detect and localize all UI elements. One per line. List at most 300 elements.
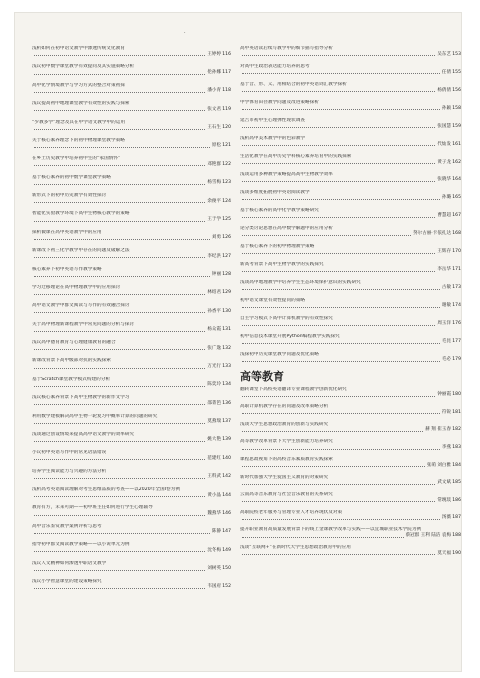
toc-entry-title: 高职院校老年服务与管理专业人才培养现状及对策 <box>240 509 343 515</box>
toc-entry-title: 浅议高中德育教育与心理健康教育的融合 <box>32 340 116 345</box>
toc-entry-leader-row <box>32 456 231 462</box>
dot-leader <box>34 290 205 295</box>
toc-entry <box>32 248 231 259</box>
toc-entry-author: 孙璐 <box>441 195 451 201</box>
toc-entry-leader-row <box>240 339 461 345</box>
dot-leader <box>34 272 210 277</box>
toc-entry-page-number: 126 <box>222 235 231 241</box>
toc-entry-leader-row <box>32 529 231 535</box>
toc-entry <box>32 579 231 590</box>
toc-entry-title: 浅探初中历史课堂教学问题及优化策略 <box>240 351 319 357</box>
toc-entry-leader-row <box>240 480 461 486</box>
toc-entry <box>32 340 231 351</box>
toc-entry-author: 符锐 <box>441 409 451 415</box>
toc-entry-page-number: 120 <box>222 125 231 131</box>
toc-entry-title: 高等教学改革背景下大学生创新能力培养研究 <box>240 439 333 445</box>
dot-leader <box>34 364 205 369</box>
toc-entry-author: 常琬琰 <box>437 497 451 503</box>
toc-entry <box>240 457 461 468</box>
toc-entry-leader-row <box>240 285 461 291</box>
toc-entry-author: 黄子龙 <box>437 159 451 165</box>
toc-entry-title: 培养学生阅读能力与兴趣的方法分析 <box>32 468 107 474</box>
toc-entry-title: 浅析高考英语阅读理解对考生思维品质的考查——以2020年全国Ⅰ卷为例 <box>32 487 180 492</box>
toc-entry-leader-row <box>240 515 461 521</box>
toc-entry-page-number: 146 <box>222 510 231 516</box>
toc-entry-author: 杨众霞 <box>207 327 221 333</box>
toc-entry-author: 毛必 <box>441 357 451 363</box>
toc-entry-author: 王婷婷 <box>207 51 221 57</box>
toc-entry-title: 学习迁移理论在高中物理教学中的应用探讨 <box>32 284 121 290</box>
toc-entry-page-number: 116 <box>222 51 231 57</box>
toc-entry-title: 浅谈高中地理教学中培养学生生态环境保护意识的实践研究 <box>240 279 361 285</box>
toc-entry <box>32 322 231 333</box>
toc-entry-title: 关于高中物理新课程教学中常见问题的分析与探讨 <box>32 321 135 327</box>
toc-entry-page-number: 162 <box>452 159 461 165</box>
toc-entry-leader-row <box>32 584 231 590</box>
toc-entry <box>240 475 461 486</box>
toc-entry-author: 陈静 <box>211 529 221 535</box>
toc-entry-page-number: 117 <box>222 69 231 75</box>
toc-entry-author: 努尔古丽·卡依扎达 <box>413 231 451 237</box>
toc-entry-title: 基于核心素养的高中化学教学策略研究 <box>240 207 319 213</box>
toc-entry <box>240 439 461 450</box>
toc-entry-author: 谢敏 <box>441 303 451 309</box>
toc-entry <box>32 414 231 425</box>
toc-entry-author: 代灿发 <box>437 141 451 147</box>
toc-entry <box>32 469 231 480</box>
toc-entry-leader-row <box>240 52 461 58</box>
toc-entry <box>32 101 231 112</box>
toc-entry <box>240 492 461 503</box>
toc-entry <box>240 172 461 183</box>
toc-entry-page-number: 147 <box>222 529 231 535</box>
toc-entry-page-number: 124 <box>222 198 231 204</box>
toc-entry-title: 初中信息技术课堂开展Python编程教学实践探究 <box>240 333 340 339</box>
dot-leader <box>34 584 205 589</box>
toc-entry-page-number: 150 <box>222 566 231 572</box>
toc-entry-page-number: 185 <box>452 480 461 486</box>
dot-leader <box>34 162 205 167</box>
dot-leader <box>242 498 435 503</box>
toc-entry-author: 邵菁笆 <box>207 400 221 406</box>
toc-entry-author: 毛昆 <box>441 339 451 345</box>
toc-entry-page-number: 182 <box>452 427 461 433</box>
toc-entry-title: 指导初中群文阅读教学策略——以小说单元为例 <box>32 542 130 548</box>
toc-entry <box>32 377 231 388</box>
toc-entry <box>240 298 461 309</box>
toc-entry <box>240 190 461 201</box>
toc-entry-author: 林绍君 <box>207 290 221 296</box>
toc-entry-leader-row <box>240 392 461 398</box>
toc-entry <box>240 226 461 237</box>
toc-entry-author: 余俊平 <box>207 198 221 204</box>
toc-entry-title: 延吉市初中生心理弹性现状调查 <box>240 117 306 123</box>
toc-entry-leader-row <box>32 364 231 370</box>
dot-leader <box>242 124 435 129</box>
toc-entry-leader-row <box>240 533 461 539</box>
toc-entry-leader-row <box>240 160 461 166</box>
toc-entry <box>32 395 231 406</box>
dot-leader <box>242 463 425 468</box>
toc-entry-title: 探析微课在高中英语教学中的应用 <box>32 229 102 235</box>
toc-entry-leader-row <box>32 70 231 76</box>
dot-leader <box>242 195 440 200</box>
dot-leader <box>242 160 435 165</box>
toc-entry-title: 基于核心素养的初中数学课堂教学策略 <box>32 174 111 180</box>
toc-entry-page-number: 131 <box>222 327 231 333</box>
section-heading-higher-education: 高等教育 <box>240 369 284 383</box>
toc-entry-author: 范建红 <box>207 455 221 461</box>
toc-entry <box>240 404 461 415</box>
toc-entry-page-number: 158 <box>452 105 461 111</box>
toc-entry-title: 高中语文教学中群文阅读与写作的有效融合探讨 <box>32 303 130 309</box>
toc-entry-author: 沈冬梅 <box>207 547 221 553</box>
toc-entry-author: 吴东艺 <box>437 51 451 57</box>
toc-entry <box>240 46 461 57</box>
toc-entry-title: 基于Scratch课堂教学模式构建的分析 <box>32 376 111 382</box>
toc-entry <box>240 208 461 219</box>
toc-entry <box>32 542 231 553</box>
toc-entry-title: 高中英语读后续写教学中的细节描写指导分析 <box>240 46 333 51</box>
toc-entry-leader-row <box>240 410 461 416</box>
toc-entry-page-number: 161 <box>452 141 461 147</box>
toc-entry-leader-row <box>32 52 231 58</box>
dot-leader <box>34 511 205 516</box>
toc-entry-page-number: 174 <box>452 303 461 309</box>
dot-leader <box>34 199 205 204</box>
dot-leader <box>34 125 205 130</box>
toc-entry-page-number: 152 <box>222 584 231 590</box>
toc-entry-leader-row <box>32 382 231 388</box>
toc-entry-title: 浅议核心素养背景下高中生物教学的新作文学习 <box>32 395 130 401</box>
toc-entry-leader-row <box>32 88 231 94</box>
toc-entry-author: 张国慧 <box>437 123 451 129</box>
toc-entry-title: 浅析如何在初中语文教学中渗透传统文化教育 <box>32 46 125 51</box>
toc-entry-page-number: 118 <box>222 88 231 94</box>
dot-leader <box>242 267 435 272</box>
toc-entry-page-number: 121 <box>222 143 231 149</box>
toc-entry-leader-row <box>32 217 231 223</box>
toc-entry <box>240 334 461 345</box>
dot-leader <box>34 327 205 332</box>
toc-entry-title: 浅议提高初中地理课堂教学有效性的实践与探索 <box>32 101 130 107</box>
toc-entry-title: 论分类讨论思想在高中数学解题中的应用分析 <box>240 225 333 231</box>
toc-entry-leader-row <box>32 419 231 425</box>
toc-entry <box>240 422 461 433</box>
toc-entry <box>32 120 231 131</box>
toc-entry <box>32 211 231 222</box>
toc-entry-title: 浅议人文精神如何渗透中职语文教学 <box>32 560 107 566</box>
toc-entry-leader-row <box>240 498 461 504</box>
toc-entry-title: 基于音、形、义、用相结合的初中英语词汇教学探析 <box>240 81 347 87</box>
toc-entry-title: 教育有方，未来可期——初中班主任如何进行学生心理辅导 <box>32 505 153 511</box>
dot-leader <box>34 52 205 57</box>
toc-entry <box>32 432 231 443</box>
toc-entry-title: 在乡土历史教学中培养初中生的“家国情怀” <box>32 156 121 162</box>
toc-entry-page-number: 180 <box>452 392 461 398</box>
toc-entry-title: 自主学习模式下高中计算机教学的有效性探究 <box>240 315 333 321</box>
toc-entry-leader-row <box>240 249 461 255</box>
toc-entry <box>32 46 231 57</box>
toc-entry-page-number: 171 <box>452 267 461 273</box>
toc-entry <box>240 527 461 538</box>
toc-entry-leader-row <box>32 290 231 296</box>
toc-entry-page-number: 137 <box>222 419 231 425</box>
toc-entry-title: 云南高等音乐教育与社会音乐教育的关系研究 <box>240 492 333 498</box>
toc-entry-page-number: 184 <box>452 462 461 468</box>
toc-entry-leader-row <box>240 177 461 183</box>
toc-entry-page-number: 156 <box>452 87 461 93</box>
toc-entry-author: 魏燕华 <box>207 510 221 516</box>
dot-leader <box>34 474 205 479</box>
dot-leader <box>34 456 205 461</box>
dot-leader <box>34 529 210 534</box>
dot-leader <box>242 321 435 326</box>
dot-leader <box>242 213 435 218</box>
toc-entry-page-number: 140 <box>222 455 231 461</box>
toc-entry-leader-row <box>240 445 461 451</box>
toc-entry-title: 新高考背景下高中生物学教学的实践探究 <box>240 261 324 267</box>
toc-entry-title: 提升职业教育高质量发展背景下的线上金课教学改革与实践——以宜城职业技术学院为例 <box>240 527 422 533</box>
toc-entry-leader-row <box>240 321 461 327</box>
toc-entry-author: 汤薇 <box>441 515 451 521</box>
toc-entry-author: 邓艳群 <box>207 161 221 167</box>
toc-entry-leader-row <box>240 267 461 273</box>
dot-leader <box>34 309 205 314</box>
toc-entry-page-number: 187 <box>452 515 461 521</box>
dot-leader <box>34 493 205 498</box>
toc-entry-title: 核心素养下初中英语写作教学策略 <box>32 266 102 272</box>
dot-leader <box>34 254 205 259</box>
toc-entry <box>240 136 461 147</box>
toc-entry-title: 浅谈运用多种教学策略提高高中生物教学效率 <box>240 171 333 177</box>
dot-leader <box>34 235 210 240</box>
toc-entry <box>32 267 231 278</box>
dot-leader <box>34 107 205 112</box>
dot-leader <box>34 143 210 148</box>
toc-entry-page-number: 188 <box>452 532 461 538</box>
toc-entry-author: 古敏 <box>441 285 451 291</box>
toc-entry-title: “少教多学”理念及其在中学语文教学中的运用 <box>32 119 126 125</box>
toc-entry <box>240 100 461 111</box>
toc-entry-leader-row <box>240 142 461 148</box>
dot-leader <box>34 401 205 406</box>
toc-entry-title: 生活化教学在高中历史学科核心素养培育中的实践探索 <box>240 153 352 159</box>
dot-leader <box>242 249 435 254</box>
toc-entry-leader-row <box>32 272 231 278</box>
toc-entry-title: 基于核心素养下的初中物理教学策略 <box>240 243 315 249</box>
toc-entry <box>32 83 231 94</box>
toc-entry-title: 高中化学情境教学与学习方式的整合对策初探 <box>32 82 125 88</box>
toc-entry-author: 李燕 <box>441 445 451 451</box>
toc-entry <box>32 193 231 204</box>
dot-leader <box>242 445 440 450</box>
toc-entry-title: 浅谈多维度拓展初中英语阅读教学 <box>240 189 310 195</box>
toc-entry-leader-row <box>32 401 231 407</box>
toc-entry-author: 杨雪梅 <box>207 180 221 186</box>
toc-entry-page-number: 144 <box>222 492 231 498</box>
toc-entry-author: 杨倩倩 <box>437 87 451 93</box>
dot-leader <box>242 515 440 520</box>
toc-entry-author: 万光行 <box>207 363 221 369</box>
toc-entry <box>32 450 231 461</box>
toc-entry-title: 浅谈“互联网+”在新时代大学生思想政治教育中的应用 <box>240 544 351 550</box>
toc-entry <box>240 82 461 93</box>
dot-leader <box>242 533 404 538</box>
toc-entry-page-number: 128 <box>222 272 231 278</box>
toc-entry-leader-row <box>240 357 461 363</box>
toc-entry-author: 伦孙娜 <box>207 69 221 75</box>
toc-entry-leader-row <box>32 107 231 113</box>
toc-entry-title: 课程思政视角下的高校音乐素质教育实践探索 <box>240 457 333 463</box>
toc-entry-author: 张晓华 <box>437 177 451 183</box>
toc-entry-author: 陈奕玲 <box>207 382 221 388</box>
dot-leader <box>242 427 423 432</box>
toc-entry-title: 高中音乐鉴赏教学案例评析与思考 <box>32 523 102 529</box>
toc-entry-page-number: 122 <box>222 161 231 167</box>
toc-entry <box>240 387 461 398</box>
toc-entry-leader-row <box>240 303 461 309</box>
toc-entry-page-number: 136 <box>222 400 231 406</box>
toc-entry-author: 张广逸 <box>207 345 221 351</box>
toc-entry-page-number: 127 <box>222 253 231 259</box>
dot-leader <box>242 303 440 308</box>
toc-entry-author: 王于学 <box>207 216 221 222</box>
dot-leader <box>242 88 435 93</box>
toc-entry-page-number: 142 <box>222 474 231 480</box>
toc-entry-leader-row <box>32 548 231 554</box>
toc-entry-page-number: 119 <box>222 106 231 112</box>
toc-entry-leader-row <box>240 231 461 237</box>
toc-entry <box>240 64 461 75</box>
toc-entry <box>32 561 231 572</box>
toc-entry-page-number: 155 <box>452 69 461 75</box>
toc-entry-page-number: 134 <box>222 382 231 388</box>
toc-entry-author: 李纪洪 <box>207 253 221 259</box>
toc-entry-title: 对高中生政治表达能力培养的思考 <box>240 63 310 69</box>
toc-entry-title: 浅谈大学生思想政治教育的创新与实践研究 <box>240 421 329 427</box>
toc-entry <box>32 524 231 535</box>
toc-entry <box>240 118 461 129</box>
dot-leader <box>242 410 440 415</box>
toc-entry <box>32 285 231 296</box>
toc-entry-author: 任倩 <box>441 69 451 75</box>
toc-entry <box>32 175 231 186</box>
toc-entry-leader-row <box>32 346 231 352</box>
toc-entry-page-number: 190 <box>452 550 461 556</box>
toc-entry-leader-row <box>32 254 231 260</box>
toc-entry-title: 浅析高中美术教学中的色彩教学 <box>240 135 306 141</box>
toc-entry-leader-row <box>32 199 231 205</box>
toc-entry-author: 曹慧超 <box>437 213 451 219</box>
toc-entry-title: 高职计算机教学存在的问题及改革策略分析 <box>240 404 329 410</box>
toc-entry-leader-row <box>32 162 231 168</box>
toc-entry-author: 黄小晶 <box>207 492 221 498</box>
toc-entry-author: 赫 翔 崔玉春 <box>425 427 451 433</box>
toc-entry-page-number: 129 <box>222 290 231 296</box>
toc-entry-page-number: 123 <box>222 180 231 186</box>
toc-entry <box>240 280 461 291</box>
toc-entry-page-number: 177 <box>452 339 461 345</box>
toc-entry <box>240 262 461 273</box>
toc-entry <box>32 230 231 241</box>
dot-leader <box>242 357 440 362</box>
dot-leader <box>242 285 440 290</box>
dot-leader <box>242 339 440 344</box>
toc-entry-title: 利用数学建模解决高中生物一轮复习中概率计算的问题的研究 <box>32 413 158 419</box>
dot-leader <box>242 177 435 182</box>
dot-leader <box>34 419 205 424</box>
toc-entry <box>240 545 461 556</box>
dot-leader <box>242 392 435 397</box>
toc-entry-leader-row <box>32 511 231 517</box>
toc-entry-title: 新课改下初三化学教学中存在的问题及破解之法 <box>32 248 130 254</box>
toc-entry-leader-row <box>32 309 231 315</box>
toc-entry-author: 孙香平 <box>207 308 221 314</box>
toc-entry-title: 浅谈通过创设情境来提高高中语文教学的效率研究 <box>32 431 135 437</box>
toc-entry-title: 初中语文课堂有效性提问的策略 <box>240 297 306 303</box>
toc-entry-author: 周玉洋 <box>437 321 451 327</box>
toc-entry-title: 浅议小学智慧课堂的建设策略探究 <box>32 578 102 584</box>
toc-entry <box>32 487 231 498</box>
toc-entry <box>32 64 231 75</box>
toc-entry-leader-row <box>32 437 231 443</box>
dot-leader <box>34 346 205 351</box>
toc-entry <box>32 505 231 516</box>
toc-entry <box>32 358 231 369</box>
toc-entry-page-number: 159 <box>452 123 461 129</box>
toc-entry-author: 原松 <box>211 143 221 149</box>
toc-entry-author: 莫天福 <box>437 550 451 556</box>
toc-entry-page-number: 149 <box>222 547 231 553</box>
toc-entry <box>32 156 231 167</box>
toc-entry-leader-row <box>32 180 231 186</box>
toc-entry-author: 武文斌 <box>437 480 451 486</box>
toc-higher-ed-list <box>240 387 461 556</box>
toc-entry-page-number: 170 <box>452 249 461 255</box>
toc-entry-leader-row <box>32 327 231 333</box>
dot-leader <box>34 217 205 222</box>
toc-entry-page-number: 181 <box>452 409 461 415</box>
toc-entry-title: 小议初中英语写作中的常见语法错误 <box>32 450 107 456</box>
toc-entry-page-number: 173 <box>452 285 461 291</box>
toc-entry-leader-row <box>32 125 231 131</box>
toc-entry-author: 蔡冠群 王利 陆洁 袁梅 <box>405 532 451 538</box>
toc-entry-author: 孙颖 <box>441 105 451 111</box>
dot-leader <box>242 106 440 111</box>
toc-entry-title: 关于核心素养理念下的初中物理课堂教学策略 <box>32 137 125 143</box>
toc-entry-leader-row <box>240 124 461 130</box>
toc-entry-author: 莫燕瑞 <box>207 419 221 425</box>
toc-entry-page-number: 168 <box>452 231 461 237</box>
toc-entry-leader-row <box>32 143 231 149</box>
toc-entry-author: 钟丽 <box>211 272 221 278</box>
toc-entry-page-number: 130 <box>222 308 231 314</box>
dot-leader <box>242 142 435 147</box>
toc-entry <box>240 154 461 165</box>
toc-entry-title: 智能化实验教学环境下高中生物核心教学的策略 <box>32 211 130 217</box>
toc-entry-page-number: 179 <box>452 357 461 363</box>
toc-entry-leader-row <box>240 213 461 219</box>
toc-entry-author: 刘树英 <box>207 566 221 572</box>
toc-entry-author: 张文君 <box>207 106 221 112</box>
toc-entry-page-number: 183 <box>452 445 461 451</box>
toc-entry-page-number: 132 <box>222 345 231 351</box>
toc-entry-title: 新课改背景下高中级部对抗的实践探索 <box>32 358 111 364</box>
dot-leader <box>242 70 440 75</box>
toc-entry-leader-row <box>32 474 231 480</box>
dot-leader <box>34 437 205 442</box>
